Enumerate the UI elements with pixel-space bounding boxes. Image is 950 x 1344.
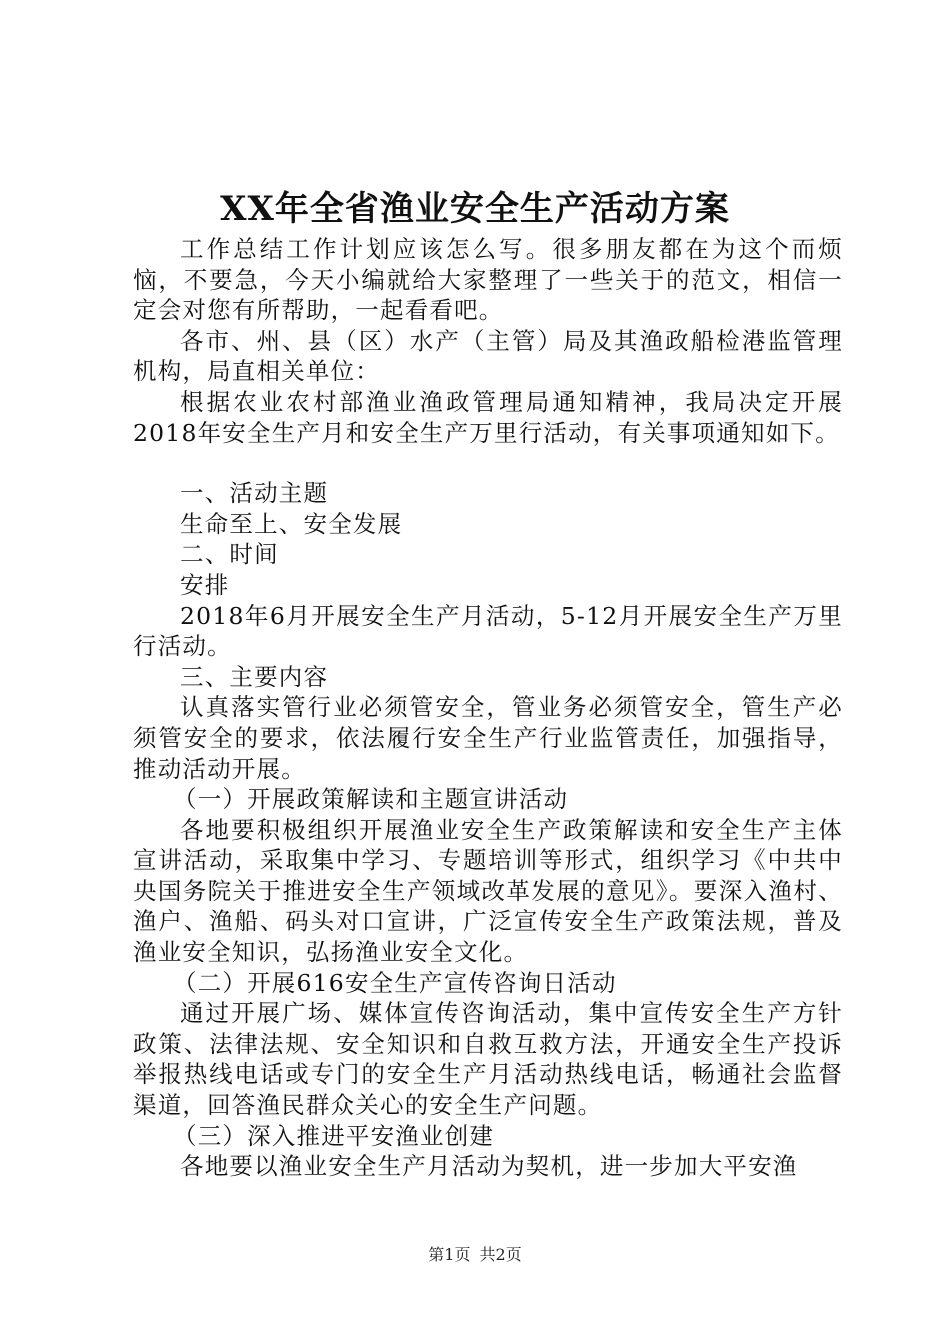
subsection-heading-3: （三）深入推进平安渔业创建 (173, 1121, 495, 1150)
subsection-1-paragraph: 各地要积极组织开展渔业安全生产政策解读和安全生产主体宣讲活动，采取集中学习、专题培训等形式，组织学习《中共中央国务院关于推进安全生产领域改革发展的意见》。要深入渔村、渔户、渔船、码头对口宣讲，广泛宣传安全生产政策法规，普及渔业安全知识，弘扬渔业安全文化。 (133, 815, 843, 967)
subsection-2-paragraph: 通过开展广场、媒体宣传咨询活动，集中宣传安全生产方针政策、法律法规、安全知识和自救互救方法，开通安全生产投诉举报热线电话或专门的安全生产月活动热线电话，畅通社会监督渠道，回答渔民群众关心的安全生产问题。 (133, 999, 843, 1120)
subsection-heading-1: （一）开展政策解读和主题宣讲活动 (173, 785, 569, 814)
requirements-paragraph: 认真落实管行业必须管安全，管业务必须管安全，管生产必须管安全的要求，依法履行安全生产行业监管责任，加强指导，推动活动开展。 (133, 693, 843, 783)
paragraph-gap (133, 448, 843, 478)
section-heading-time: 二、时间 (180, 540, 279, 569)
section-heading-content: 三、主要内容 (180, 662, 329, 691)
page-number: 第1页 (428, 1245, 471, 1264)
schedule-paragraph: 2018年6月开展安全生产月活动，5-12月开展安全生产万里行活动。 (133, 601, 843, 661)
document-body (133, 234, 843, 1182)
intro-paragraph: 工作总结工作计划应该怎么写。很多朋友都在为这个而烦恼，不要急，今天小编就给大家整理了一些关于的范文，相信一定会对您有所帮助，一起看看吧。 (133, 235, 843, 325)
addressee-paragraph: 各市、州、县（区）水产（主管）局及其渔政船检港监管理机构，局直相关单位： (133, 326, 843, 386)
schedule-label: 安排 (180, 570, 230, 599)
notice-paragraph: 根据农业农村部渔业渔政管理局通知精神，我局决定开展2018年安全生产月和安全生产万里行活动，有关事项通知如下。 (133, 387, 843, 447)
subsection-heading-2: （二）开展616安全生产宣传咨询日活动 (173, 968, 617, 997)
page-title: XX年全省渔业安全生产活动方案 (220, 189, 730, 229)
page-footer (0, 1244, 950, 1266)
page-total: 共2页 (479, 1245, 522, 1264)
subsection-3-paragraph: 各地要以渔业安全生产月活动为契机，进一步加大平安渔 (180, 1152, 798, 1181)
section-heading-theme: 一、活动主题 (180, 479, 329, 508)
theme-text: 生命至上、安全发展 (180, 509, 403, 538)
